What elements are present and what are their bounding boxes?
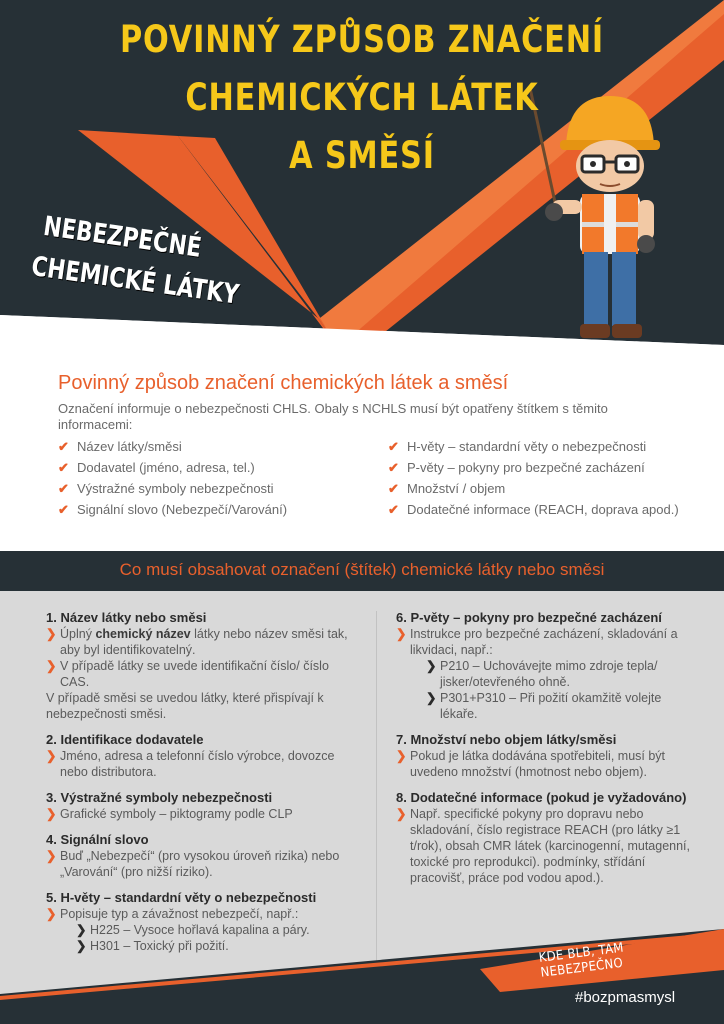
item-6-title: 6. P-věty – pokyny pro bezpečné zacházení bbox=[396, 610, 662, 625]
item-4-bullet-1: ❯ Buď „Nebezpečí“ (pro vysokou úroveň rizika) nebo „Varování“ (pro nižší riziko). bbox=[46, 849, 340, 879]
item-1-bullet-2: ❯ V případě látky se uvede identifikační číslo/ číslo CAS. bbox=[46, 659, 329, 689]
checkmark-icon: ✔ bbox=[58, 480, 69, 496]
item-6-example-2: ❯ P301+P310 – Při požití okamžitě volejte lékaře. bbox=[426, 691, 662, 721]
footer-slogan: KDE BLB, TAM NEBEZPEČNO bbox=[538, 940, 625, 981]
item-7-bullet-1: ❯ Pokud je látka dodávána spotřebiteli, musí být uvedeno množství (hmotnost nebo objem). bbox=[396, 749, 666, 779]
item-5-bullet-1: ❯ Popisuje typ a závažnost nebezpečí, např.: bbox=[46, 907, 299, 921]
list-item: ✔ Výstražné symboly nebezpečnosti bbox=[58, 480, 274, 496]
chevron-right-icon: ❯ bbox=[426, 691, 437, 705]
chevron-right-icon: ❯ bbox=[46, 907, 57, 921]
chevron-right-icon: ❯ bbox=[426, 659, 437, 673]
chevron-right-icon: ❯ bbox=[76, 923, 87, 937]
intro-description: Označení informuje o nebezpečnosti CHLS. Obaly s NCHLS musí být opatřeny štítkem s těmito informacemi: bbox=[58, 401, 608, 432]
chevron-right-icon: ❯ bbox=[46, 849, 57, 863]
item-2-bullet-1: ❯ Jméno, adresa a telefonní číslo výrobce, dovozce nebo distributora. bbox=[46, 749, 335, 779]
footer-hashtag: #bozpmasmysl bbox=[575, 989, 676, 1006]
item-5-example-1: ❯ H225 – Vysoce hořlavá kapalina a páry. bbox=[76, 923, 310, 937]
right-column bbox=[396, 610, 701, 886]
item-5-example-2: ❯ H301 – Toxický při požití. bbox=[76, 939, 229, 953]
item-6-bullet-1: ❯ Instrukce pro bezpečné zacházení, skladování a likvidaci, např.: bbox=[396, 627, 678, 657]
checkmark-icon: ✔ bbox=[388, 501, 399, 517]
requirements-list-right bbox=[388, 436, 679, 520]
item-8-bullet-1: ❯ Např. specifické pokyny pro dopravu nebo skladování, číslo registrace REACH (pro látky ≥1 t/rok), obsah CMR látek (karcinogenní, mutagenní, toxické pro reprodukci). podmínky, střídání pracovišť, práce pod vodou apod.). bbox=[396, 807, 690, 885]
item-6-example-1: ❯ P210 – Uchovávejte mimo zdroje tepla/ jisker/otevřeného ohně. bbox=[426, 659, 658, 689]
hero-title-line-3: A SMĚSÍ bbox=[289, 134, 435, 177]
chevron-right-icon: ❯ bbox=[46, 749, 57, 763]
item-5-title: 5. H-věty – standardní věty o nebezpečnosti bbox=[46, 890, 317, 905]
list-item: ✔ H-věty – standardní věty o nebezpečnosti bbox=[388, 438, 647, 454]
left-column bbox=[46, 610, 358, 954]
chevron-right-icon: ❯ bbox=[396, 807, 407, 821]
checkmark-icon: ✔ bbox=[58, 501, 69, 517]
stamp-line-2: CHEMICKÉ LÁTKY bbox=[29, 250, 241, 311]
chevron-right-icon: ❯ bbox=[46, 659, 57, 673]
list-item: ✔ P-věty – pokyny pro bezpečné zacházení bbox=[388, 459, 645, 475]
item-7-title: 7. Množství nebo objem látky/směsi bbox=[396, 732, 617, 747]
chevron-right-icon: ❯ bbox=[46, 807, 57, 821]
list-item: ✔ Dodatečné informace (REACH, doprava apod.) bbox=[388, 501, 679, 517]
worker-mascot-illustration bbox=[530, 88, 670, 346]
checkmark-icon: ✔ bbox=[58, 438, 69, 454]
item-2-title: 2. Identifikace dodavatele bbox=[46, 732, 204, 747]
chevron-right-icon: ❯ bbox=[396, 627, 407, 641]
footer-band bbox=[0, 924, 724, 1024]
checkmark-icon: ✔ bbox=[388, 438, 399, 454]
checkmark-icon: ✔ bbox=[58, 459, 69, 475]
chevron-right-icon: ❯ bbox=[396, 749, 407, 763]
requirements-list-left bbox=[58, 436, 287, 520]
list-item: ✔ Množství / objem bbox=[388, 480, 506, 496]
chevron-right-icon: ❯ bbox=[76, 939, 87, 953]
item-8-title: 8. Dodatečné informace (pokud je vyžadováno) bbox=[396, 790, 687, 805]
chevron-right-icon: ❯ bbox=[46, 627, 57, 641]
hero-title-line-2: CHEMICKÝCH LÁTEK bbox=[185, 76, 539, 119]
intro-title: Povinný způsob značení chemických látek a směsí bbox=[58, 372, 509, 394]
item-1-bullet-1: ❯ Úplný chemický název látky nebo název směsi tak, aby byl identifikovatelný. bbox=[46, 627, 348, 657]
list-item: ✔ Signální slovo (Nebezpečí/Varování) bbox=[58, 501, 288, 517]
list-item: ✔ Název látky/směsi bbox=[58, 438, 182, 454]
item-4-title: 4. Signální slovo bbox=[46, 832, 149, 847]
stamp-line-1: NEBEZPEČNÉ bbox=[41, 210, 204, 264]
item-1-note: V případě směsi se uvedou látky, které přispívají k nebezpečnosti směsi. bbox=[46, 691, 324, 721]
hero-title-line-1: POVINNÝ ZPŮSOB ZNAČENÍ bbox=[119, 18, 605, 61]
checkmark-icon: ✔ bbox=[388, 480, 399, 496]
item-1-title: 1. Název látky nebo směsi bbox=[46, 610, 207, 625]
section-title: Co musí obsahovat označení (štítek) chemické látky nebo směsi bbox=[119, 560, 605, 579]
item-3-title: 3. Výstražné symboly nebezpečnosti bbox=[46, 790, 273, 805]
column-divider bbox=[376, 611, 377, 966]
checkmark-icon: ✔ bbox=[388, 459, 399, 475]
item-3-bullet-1: ❯ Grafické symboly – piktogramy podle CLP bbox=[46, 807, 293, 821]
list-item: ✔ Dodavatel (jméno, adresa, tel.) bbox=[58, 459, 255, 475]
